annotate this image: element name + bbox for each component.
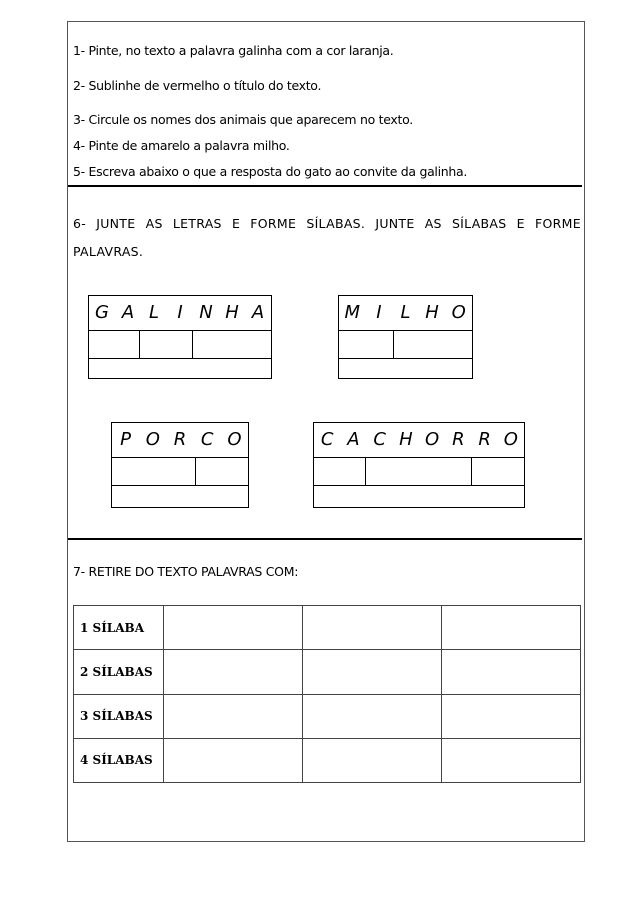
- answer-cell[interactable]: [442, 606, 581, 650]
- syllable-box[interactable]: [314, 458, 366, 485]
- question-6-word: 6-: [73, 216, 87, 231]
- row-label: 2 SÍLABAS: [74, 650, 164, 694]
- letter: R: [478, 429, 491, 450]
- syllable-box[interactable]: [89, 331, 140, 358]
- letter: L: [400, 302, 411, 323]
- question-6-word: JUNTE: [96, 216, 136, 231]
- letter: N: [199, 302, 213, 323]
- word-answer-box[interactable]: [112, 486, 248, 514]
- syllable-box[interactable]: [339, 331, 394, 358]
- syllable-box[interactable]: [112, 458, 196, 485]
- answer-cell[interactable]: [164, 650, 303, 694]
- question-6-word: E: [516, 216, 525, 231]
- syllable-row-milho[interactable]: [339, 331, 472, 359]
- letters-galinha: [89, 296, 271, 331]
- answer-cell[interactable]: [303, 650, 442, 694]
- instruction-5: 5- Escreva abaixo o que a resposta do gato ao convite da galinha.: [73, 164, 468, 179]
- word-grid-porco: [111, 422, 249, 508]
- question-6-word: SÍLABAS.: [306, 216, 366, 231]
- answer-cell[interactable]: [164, 606, 303, 650]
- letter: A: [251, 302, 265, 323]
- letter: C: [373, 429, 386, 450]
- question-6-line-2: PALAVRAS.: [73, 244, 144, 259]
- letter: O: [227, 429, 242, 450]
- table-row: [74, 606, 581, 650]
- letter: L: [148, 302, 160, 323]
- letter: R: [452, 429, 465, 450]
- answer-cell[interactable]: [442, 650, 581, 694]
- letter: H: [399, 429, 413, 450]
- letter: P: [120, 429, 132, 450]
- word-grid-galinha: [88, 295, 272, 379]
- letter: O: [451, 302, 466, 323]
- question-6-word: AS: [145, 216, 163, 231]
- letter: R: [173, 429, 187, 450]
- row-label: 3 SÍLABAS: [74, 694, 164, 738]
- answer-cell[interactable]: [442, 738, 581, 782]
- letters-porco: [112, 423, 248, 458]
- question-6-word: JUNTE: [375, 216, 415, 231]
- answer-cell[interactable]: [164, 694, 303, 738]
- letter: M: [344, 302, 361, 323]
- instruction-3: 3- Circule os nomes dos animais que aparecem no texto.: [73, 112, 413, 127]
- question-6-word: SÍLABAS: [451, 216, 507, 231]
- letter: H: [225, 302, 239, 323]
- question-7-title: 7- RETIRE DO TEXTO PALAVRAS COM:: [73, 564, 299, 579]
- instruction-1: 1- Pinte, no texto a palavra galinha com a cor laranja.: [73, 43, 394, 58]
- instruction-4: 4- Pinte de amarelo a palavra milho.: [73, 138, 290, 153]
- answer-cell[interactable]: [164, 738, 303, 782]
- question-6-word: LETRAS: [172, 216, 222, 231]
- question-6-word: FORME: [250, 216, 297, 231]
- syllable-box[interactable]: [366, 458, 472, 485]
- word-answer-box[interactable]: [314, 486, 524, 514]
- answer-cell[interactable]: [442, 694, 581, 738]
- letter: A: [347, 429, 360, 450]
- table-row: [74, 650, 581, 694]
- letter: I: [376, 302, 382, 323]
- letter: C: [200, 429, 214, 450]
- question-6-line-1: [73, 216, 581, 231]
- question-6-word: FORME: [535, 216, 581, 231]
- row-label: 4 SÍLABAS: [74, 738, 164, 782]
- word-answer-box[interactable]: [339, 359, 472, 387]
- question-6: [73, 216, 581, 259]
- word-answer-box[interactable]: [89, 359, 271, 387]
- table-row: [74, 738, 581, 782]
- word-grid-milho: [338, 295, 473, 379]
- syllable-row-cachorro[interactable]: [314, 458, 524, 486]
- row-label: 1 SÍLABA: [74, 606, 164, 650]
- letters-cachorro: [314, 423, 524, 458]
- divider-2: [68, 538, 582, 540]
- instruction-2: 2- Sublinhe de vermelho o título do texto.: [73, 78, 322, 93]
- answer-cell[interactable]: [303, 738, 442, 782]
- question-6-word: E: [231, 216, 241, 231]
- letter: A: [121, 302, 135, 323]
- letter: O: [145, 429, 160, 450]
- letter: I: [177, 302, 183, 323]
- syllable-table: [73, 605, 581, 783]
- syllable-box[interactable]: [140, 331, 193, 358]
- syllable-row-galinha[interactable]: [89, 331, 271, 359]
- answer-cell[interactable]: [303, 694, 442, 738]
- letter: G: [95, 302, 109, 323]
- syllable-row-porco[interactable]: [112, 458, 248, 486]
- letter: H: [425, 302, 439, 323]
- letter: C: [320, 429, 334, 450]
- answer-cell[interactable]: [303, 606, 442, 650]
- word-grid-cachorro: [313, 422, 525, 508]
- divider-1: [68, 185, 582, 187]
- letters-milho: [339, 296, 472, 331]
- letter: O: [503, 429, 518, 450]
- question-6-word: AS: [424, 216, 442, 231]
- letter: O: [425, 429, 440, 450]
- table-row: [74, 694, 581, 738]
